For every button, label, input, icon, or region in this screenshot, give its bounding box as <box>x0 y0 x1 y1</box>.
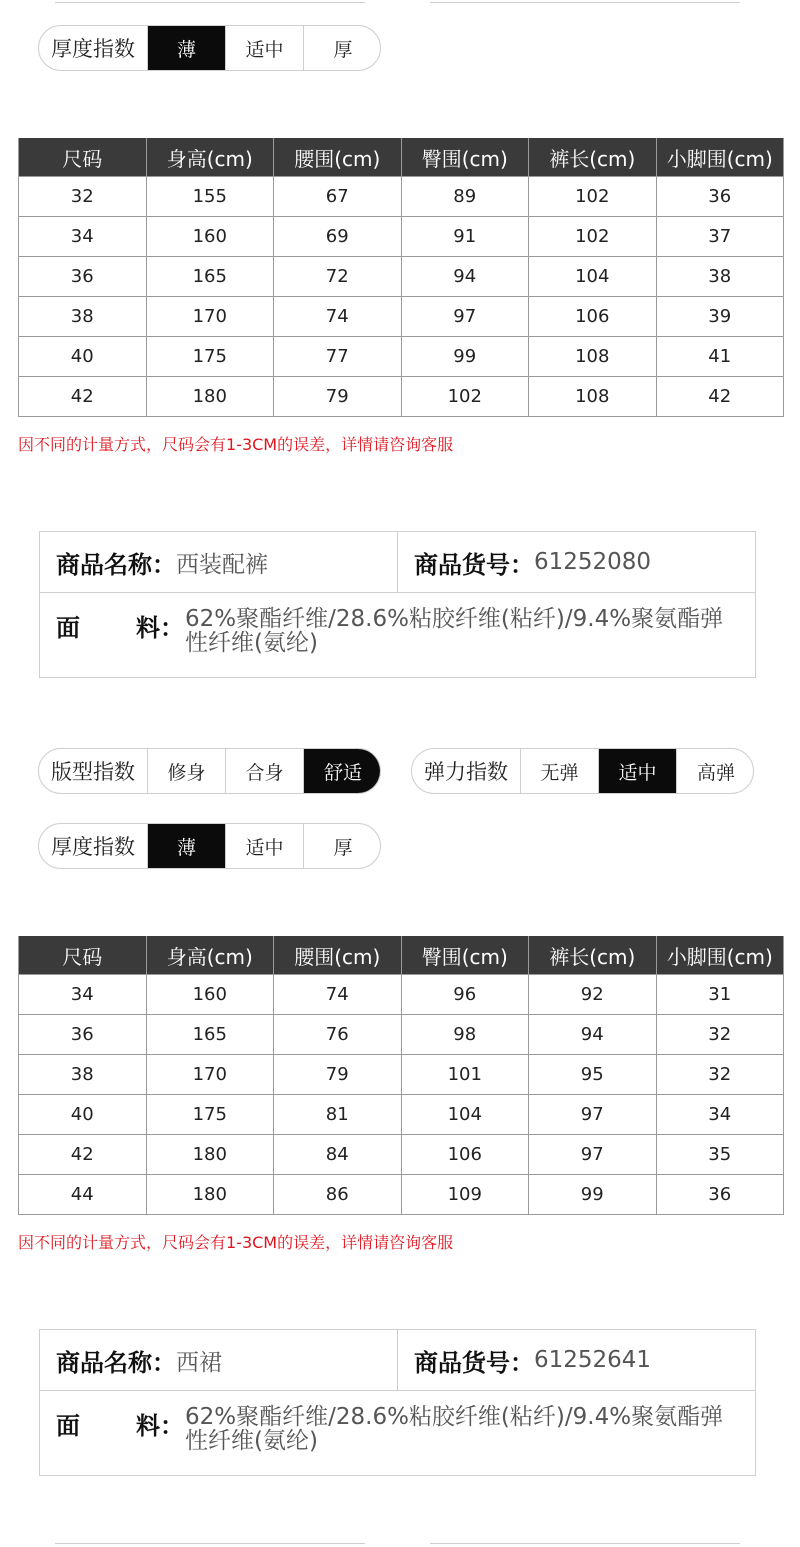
fabric-label-part2: 料： <box>136 1412 184 1440</box>
thickness-option-thin[interactable]: 薄 <box>148 26 226 70</box>
table-cell: 170 <box>146 297 274 337</box>
table-cell: 32 <box>656 1015 784 1055</box>
table-cell: 180 <box>146 1175 274 1215</box>
table-cell: 155 <box>146 177 274 217</box>
table-cell: 97 <box>401 297 529 337</box>
thickness-index-top <box>38 25 381 71</box>
table-cell: 101 <box>401 1055 529 1095</box>
table-cell: 175 <box>146 1095 274 1135</box>
col-hip: 臀围(cm) <box>401 138 529 177</box>
table-cell: 104 <box>401 1095 529 1135</box>
table-cell: 97 <box>529 1095 657 1135</box>
table-cell: 97 <box>529 1135 657 1175</box>
table-cell: 41 <box>656 337 784 377</box>
col-hem: 小脚围(cm) <box>656 936 784 975</box>
table-cell: 37 <box>656 217 784 257</box>
thickness-option-medium[interactable]: 适中 <box>226 26 304 70</box>
fabric-label-part1: 面 <box>56 1412 80 1440</box>
table-row <box>19 1015 784 1055</box>
table-cell: 32 <box>19 177 147 217</box>
col-size: 尺码 <box>19 936 147 975</box>
table-row <box>19 1135 784 1175</box>
table-cell: 42 <box>19 377 147 417</box>
table-cell: 102 <box>529 177 657 217</box>
table-cell: 36 <box>19 1015 147 1055</box>
product-sku-label: 商品货号： <box>414 550 534 579</box>
fabric-label-part2: 料： <box>136 614 184 642</box>
table-cell: 36 <box>656 1175 784 1215</box>
product-name-label: 商品名称： <box>56 1348 176 1377</box>
table-header-row <box>19 936 784 975</box>
table-cell: 38 <box>19 1055 147 1095</box>
thickness-index-label: 厚度指数 <box>39 824 148 868</box>
fabric-value: 62%聚酯纤维/28.6%粘胶纤维(粘纤)/9.4%聚氨酯弹性纤维(氨纶) <box>185 606 724 656</box>
col-size: 尺码 <box>19 138 147 177</box>
table-cell: 40 <box>19 1095 147 1135</box>
table-cell: 99 <box>401 337 529 377</box>
cutoff-border-left <box>55 0 365 3</box>
thickness-option-thin[interactable]: 薄 <box>148 824 226 868</box>
product-name-label: 商品名称： <box>56 550 176 579</box>
col-hip: 臀围(cm) <box>401 936 529 975</box>
table-row <box>19 217 784 257</box>
table-cell: 31 <box>656 975 784 1015</box>
size-table-1 <box>18 138 784 417</box>
col-waist: 腰围(cm) <box>274 936 402 975</box>
table-cell: 95 <box>529 1055 657 1095</box>
product-name-value: 西装配裤 <box>176 551 268 578</box>
table-cell: 89 <box>401 177 529 217</box>
table-cell: 104 <box>529 257 657 297</box>
fit-index-label: 版型指数 <box>39 749 148 793</box>
col-height: 身高(cm) <box>146 936 274 975</box>
table-cell: 42 <box>19 1135 147 1175</box>
table-cell: 99 <box>529 1175 657 1215</box>
table-cell: 79 <box>274 377 402 417</box>
table-cell: 94 <box>529 1015 657 1055</box>
product-info-box-1 <box>39 531 756 678</box>
thickness-option-thick[interactable]: 厚 <box>333 836 353 859</box>
table-row <box>19 377 784 417</box>
elastic-option-none[interactable]: 无弹 <box>521 749 599 793</box>
table-cell: 74 <box>274 297 402 337</box>
table-row <box>19 975 784 1015</box>
table-cell: 160 <box>146 217 274 257</box>
table-cell: 81 <box>274 1095 402 1135</box>
table-cell: 72 <box>274 257 402 297</box>
table-cell: 98 <box>401 1015 529 1055</box>
table-cell: 180 <box>146 377 274 417</box>
table-row <box>19 1055 784 1095</box>
table-cell: 175 <box>146 337 274 377</box>
table-header-row <box>19 138 784 177</box>
table-cell: 34 <box>19 975 147 1015</box>
table-cell: 165 <box>146 1015 274 1055</box>
table-cell: 91 <box>401 217 529 257</box>
product-sku-label: 商品货号： <box>414 1348 534 1377</box>
fabric-label-part1: 面 <box>56 614 80 642</box>
table-cell: 42 <box>656 377 784 417</box>
table-cell: 74 <box>274 975 402 1015</box>
table-cell: 36 <box>656 177 784 217</box>
table-cell: 170 <box>146 1055 274 1095</box>
table-cell: 69 <box>274 217 402 257</box>
table-cell: 44 <box>19 1175 147 1215</box>
table-cell: 84 <box>274 1135 402 1175</box>
product-info-box-2 <box>39 1329 756 1476</box>
cutoff-border-bottom-right <box>430 1543 740 1547</box>
thickness-index-label: 厚度指数 <box>39 26 148 70</box>
fit-option-regular[interactable]: 合身 <box>226 749 304 793</box>
table-cell: 108 <box>529 377 657 417</box>
elastic-index-label: 弹力指数 <box>412 749 521 793</box>
table-cell: 165 <box>146 257 274 297</box>
col-length: 裤长(cm) <box>529 936 657 975</box>
table-cell: 108 <box>529 337 657 377</box>
table-row <box>19 337 784 377</box>
cutoff-border-bottom-left <box>55 1543 365 1547</box>
table-cell: 86 <box>274 1175 402 1215</box>
table-cell: 180 <box>146 1135 274 1175</box>
table-row <box>19 1175 784 1215</box>
table-row <box>19 257 784 297</box>
table-cell: 79 <box>274 1055 402 1095</box>
table-cell: 92 <box>529 975 657 1015</box>
fit-option-slim[interactable]: 修身 <box>148 749 226 793</box>
fabric-value: 62%聚酯纤维/28.6%粘胶纤维(粘纤)/9.4%聚氨酯弹性纤维(氨纶) <box>185 1404 724 1454</box>
thickness-index-mid <box>38 823 381 869</box>
table-cell: 35 <box>656 1135 784 1175</box>
table-cell: 34 <box>19 217 147 257</box>
table-cell: 102 <box>401 377 529 417</box>
table-cell: 77 <box>274 337 402 377</box>
product-sku-value: 61252641 <box>534 1347 652 1373</box>
table-cell: 67 <box>274 177 402 217</box>
elastic-option-high[interactable]: 高弹 <box>696 761 735 784</box>
table-cell: 32 <box>656 1055 784 1095</box>
elastic-option-medium[interactable]: 适中 <box>599 749 677 793</box>
col-height: 身高(cm) <box>146 138 274 177</box>
table-cell: 106 <box>529 297 657 337</box>
table-cell: 76 <box>274 1015 402 1055</box>
thickness-option-medium[interactable]: 适中 <box>226 824 304 868</box>
col-waist: 腰围(cm) <box>274 138 402 177</box>
fit-index <box>38 748 381 794</box>
cutoff-border-right <box>430 0 740 3</box>
size-table-2 <box>18 936 784 1215</box>
table-cell: 160 <box>146 975 274 1015</box>
fit-option-comfort[interactable]: 舒适 <box>304 749 381 793</box>
size-error-note-1: 因不同的计量方式，尺码会有1-3CM的误差，详情请咨询客服 <box>18 435 454 454</box>
product-sku-value: 61252080 <box>534 549 652 575</box>
size-error-note-2: 因不同的计量方式，尺码会有1-3CM的误差，详情请咨询客服 <box>18 1233 454 1252</box>
thickness-option-thick[interactable]: 厚 <box>333 38 353 61</box>
table-row <box>19 1095 784 1135</box>
table-cell: 36 <box>19 257 147 297</box>
table-cell: 38 <box>19 297 147 337</box>
table-cell: 109 <box>401 1175 529 1215</box>
table-cell: 96 <box>401 975 529 1015</box>
table-cell: 38 <box>656 257 784 297</box>
product-name-value: 西裙 <box>176 1349 222 1376</box>
table-cell: 102 <box>529 217 657 257</box>
table-cell: 94 <box>401 257 529 297</box>
table-cell: 106 <box>401 1135 529 1175</box>
col-length: 裤长(cm) <box>529 138 657 177</box>
elastic-index <box>411 748 754 794</box>
table-row <box>19 177 784 217</box>
col-hem: 小脚围(cm) <box>656 138 784 177</box>
table-cell: 34 <box>656 1095 784 1135</box>
table-cell: 40 <box>19 337 147 377</box>
table-row <box>19 297 784 337</box>
table-cell: 39 <box>656 297 784 337</box>
